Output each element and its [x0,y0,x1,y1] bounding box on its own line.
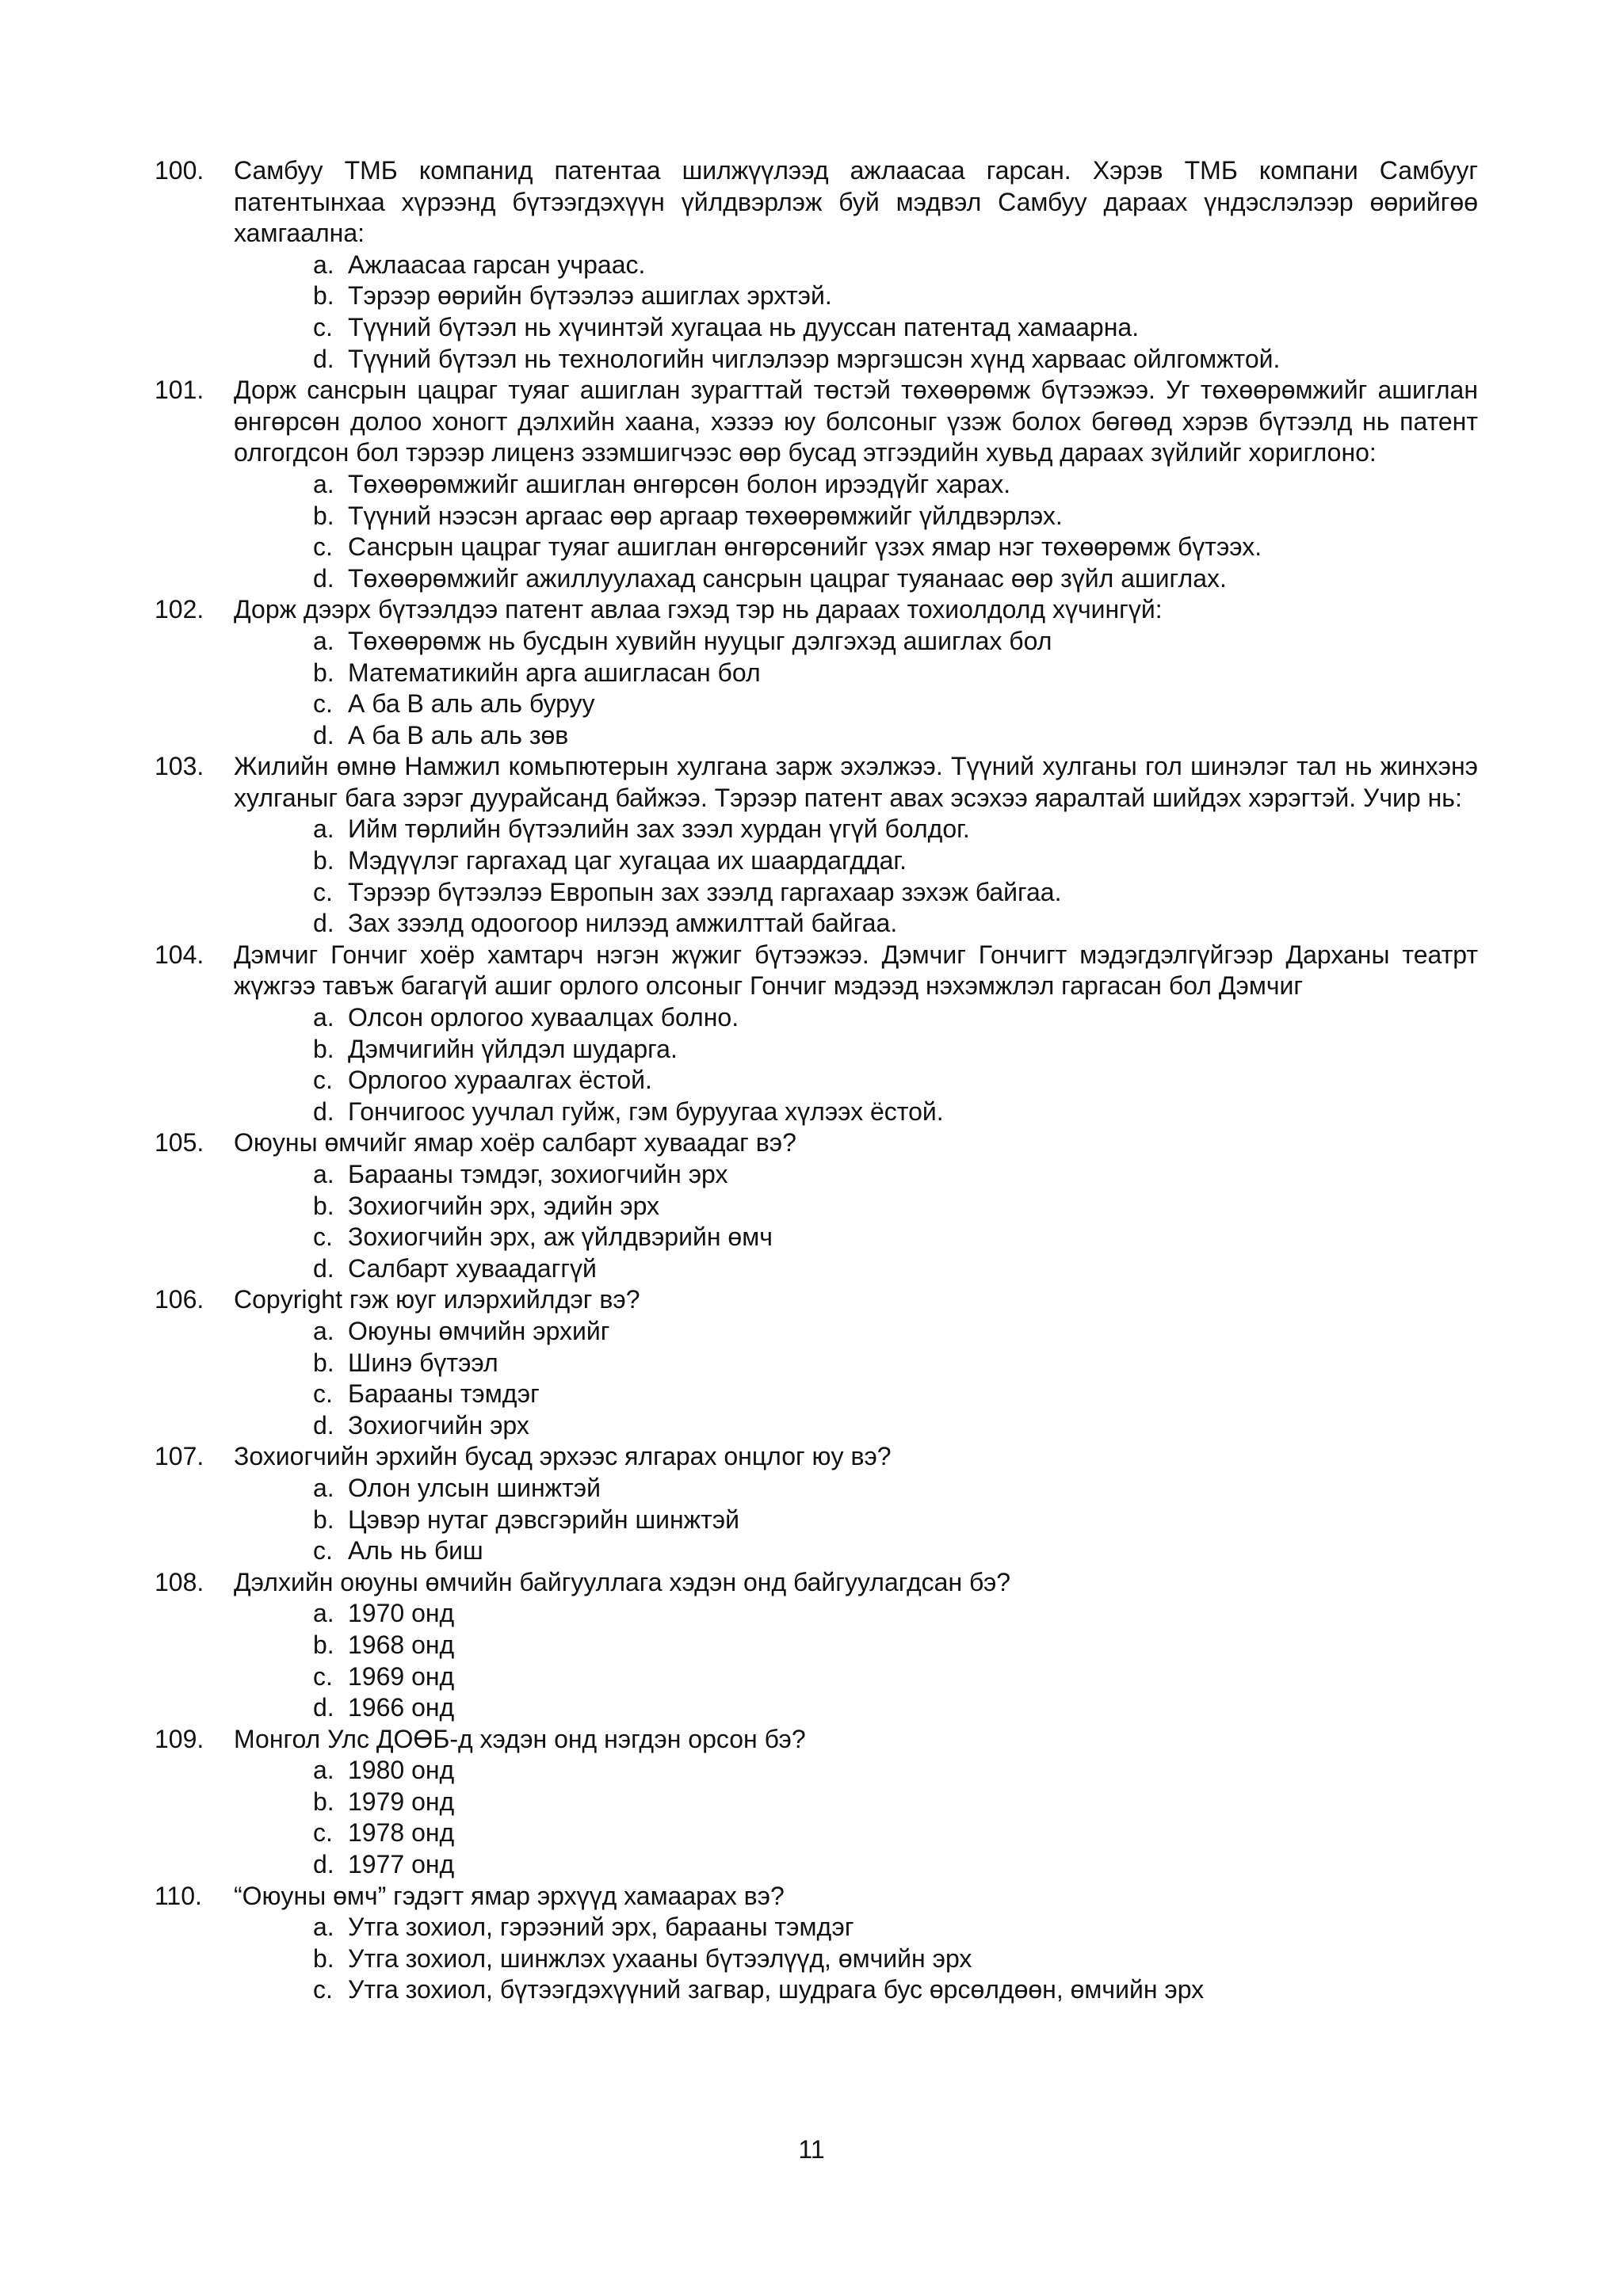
option-text: Гончигоос уучлал гуйж, гэм буруугаа хүлээх ёстой. [348,1097,944,1126]
option-text: Дэмчигийн үйлдэл шударга. [348,1034,678,1063]
option-text: Утга зохиол, гэрээний эрх, барааны тэмдэг [348,1913,854,1942]
option-letter: a. [313,1913,334,1942]
question-text: “Оюуны өмч” гэдэгт ямар эрхүүд хамаарах вэ? [234,1881,785,1910]
option-text: Утга зохиол, шинжлэх ухааны бүтээлүүд, өмчийн эрх [348,1943,972,1973]
answer-options [155,1002,1478,1127]
question-text: Оюуны өмчийг ямар хоёр салбарт хуваадаг вэ? [234,1128,796,1158]
option-text: Зах зээлд одоогоор нилээд амжилттай байгаа. [348,909,898,938]
option-letter: b. [313,501,334,530]
option-text: Барааны тэмдэг [348,1379,540,1409]
option-letter: d. [313,1097,334,1126]
option-text: 1980 онд [348,1756,455,1785]
answer-option [155,1661,1478,1693]
option-text: Сансрын цацраг туяаг ашиглан өнгөрсөнийг үзэх ямар нэг төхөөрөмж бүтээх. [348,532,1262,562]
option-letter: a. [313,1599,334,1628]
question-text: Дэмчиг Гончиг хоёр хамтарч нэгэн жүжиг бүтээжээ. Дэмчиг Гончигт мэдэгдэлгүйгээр Дарханы театрт жүжгээ тавъж багагүй ашиг орлого олсоныг Гончиг мэдээд нэхэмжлэл гаргасан бол Дэмчиг [234,940,1478,1001]
answer-option [155,250,1478,281]
option-letter: c. [313,1661,333,1691]
answer-option [155,1065,1478,1097]
option-text: Мэдүүлэг гаргахад цаг хугацаа их шаардагддаг. [348,846,907,875]
option-text: Ийм төрлийн бүтээлийн зах зээл хурдан үгүй болдог. [348,814,970,844]
question-item [155,1567,1478,1724]
option-text: Төхөөрөмжийг ажиллуулахад сансрын цацраг туяанаас өөр зүйл ашиглах. [348,563,1227,593]
option-text: Аль нь биш [348,1536,483,1566]
answer-options [155,1912,1478,2006]
question-item [155,1284,1478,1441]
answer-option [155,1097,1478,1128]
answer-option [155,563,1478,595]
option-letter: b. [313,658,334,687]
answer-option [155,626,1478,658]
answer-option [155,1535,1478,1567]
question-item [155,940,1478,1128]
answer-option [155,845,1478,877]
answer-option [155,1974,1478,2006]
option-text: Шинэ бүтээл [348,1348,498,1377]
option-text: А ба В аль аль зөв [348,720,569,749]
option-letter: b. [313,1943,334,1973]
question-number: 103. [155,752,204,781]
option-letter: d. [313,1693,334,1722]
answer-option [155,658,1478,689]
option-text: Төхөөрөмж нь бусдын хувийн нууцыг дэлгэхэд ашиглах бол [348,626,1052,655]
option-text: Оюуны өмчийн эрхийг [348,1316,610,1345]
answer-option [155,1505,1478,1536]
question-list [155,155,1478,2006]
question-number: 101. [155,376,204,405]
answer-option [155,1849,1478,1881]
answer-option [155,688,1478,720]
option-text: Тэрээр бүтээлээ Европын зах зээлд гаргахаар зэхэж байгаа. [348,877,1062,906]
answer-option [155,280,1478,312]
answer-option [155,1222,1478,1253]
option-text: Утга зохиол, бүтээгдэхүүний загвар, шудрага бус өрсөлдөөн, өмчийн эрх [348,1975,1205,2004]
option-text: 1977 онд [348,1850,455,1879]
answer-option [155,1817,1478,1849]
answer-option [155,1912,1478,1943]
option-text: Ажлаасаа гарсан учраас. [348,250,646,279]
answer-options [155,814,1478,939]
option-letter: b. [313,1505,334,1534]
question-number: 108. [155,1567,204,1596]
option-letter: c. [313,1066,333,1095]
option-letter: b. [313,1787,334,1816]
answer-option [155,877,1478,909]
answer-option [155,469,1478,501]
answer-option [155,720,1478,752]
question-text: Дорж сансрын цацраг туяаг ашиглан зурагттай төстэй төхөөрөмж бүтээжээ. Уг төхөөрөмжийг ашиглан өнгөрсөн долоо хоногт дэлхийн хаана, хэзээ юу болсоныг үзэж болох бөгөөд хэрэв бүтээлд нь патент олгогдсон бол тэрээр лиценз эзэмшигчээс өөр бусад этгээдийн хувьд дараах зүйлийг хориглоно: [234,376,1478,467]
answer-options [155,1598,1478,1723]
answer-option [155,908,1478,940]
answer-option [155,1943,1478,1975]
option-letter: c. [313,1536,333,1566]
option-text: 1978 онд [348,1818,455,1848]
option-text: Төхөөрөмжийг ашиглан өнгөрсөн болон ирээдүйг харах. [348,469,1011,498]
answer-options [155,469,1478,594]
option-text: Зохиогчийн эрх, эдийн эрх [348,1191,660,1220]
question-text: Жилийн өмнө Намжил комьпютерын хулгана зарж эхэлжээ. Түүний хулганы гол шинэлэг тал нь жинхэнэ хулганыг бага зэрэг дуурайсанд байжээ. Тэрээр патент авах эсэхээ яаралтай шийдэх хэрэгтэй. Учир нь: [234,752,1478,812]
answer-option [155,1348,1478,1379]
answer-options [155,1316,1478,1441]
option-letter: a. [313,1160,334,1188]
question-text: Дэлхийн оюуны өмчийн байгууллага хэдэн онд байгуулагдсан бэ? [234,1567,1011,1596]
option-text: Түүний бүтээл нь хүчинтэй хугацаа нь дууссан патентад хамаарна. [348,312,1140,341]
answer-option [155,1692,1478,1724]
question-text: Самбуу ТМБ компанид патентаа шилжүүлээд ажлаасаа гарсан. Хэрэв ТМБ компани Самбууг патентынхаа хүрээнд бүтээгдэхүүн үйлдвэрлэж буй мэдвэл Самбуу дараах үндэслэлээр өөрийгөө хамгаална: [234,156,1478,248]
option-letter: a. [313,469,334,498]
answer-option [155,1379,1478,1410]
question-number: 102. [155,595,204,624]
answer-option [155,1410,1478,1442]
answer-option [155,1034,1478,1066]
question-item [155,1441,1478,1566]
option-text: 1968 онд [348,1630,455,1659]
option-letter: c. [313,689,333,719]
option-letter: b. [313,1630,334,1659]
option-text: Олон улсын шинжтэй [348,1473,601,1502]
answer-option [155,312,1478,344]
option-text: Олсон орлогоо хуваалцах болно. [348,1003,739,1032]
option-letter: d. [313,344,334,373]
question-item [155,1724,1478,1881]
option-letter: d. [313,720,334,749]
option-letter: c. [313,1379,333,1409]
question-item [155,155,1478,375]
option-letter: a. [313,1316,334,1345]
answer-option [155,1253,1478,1285]
option-letter: b. [313,1034,334,1063]
option-letter: d. [313,563,334,593]
question-item [155,594,1478,751]
answer-option [155,1630,1478,1661]
question-number: 109. [155,1724,204,1753]
answer-option [155,1755,1478,1787]
option-letter: c. [313,1818,333,1848]
option-letter: d. [313,1850,334,1879]
answer-option [155,1473,1478,1505]
option-text: 1969 онд [348,1661,455,1691]
option-letter: d. [313,1253,334,1283]
option-letter: a. [313,250,334,279]
option-text: Зохиогчийн эрх, аж үйлдвэрийн өмч [348,1222,773,1252]
answer-option [155,501,1478,532]
option-text: 1979 онд [348,1787,455,1816]
answer-option [155,1191,1478,1222]
answer-option [155,1787,1478,1818]
question-number: 107. [155,1442,204,1471]
question-number: 100. [155,156,204,185]
question-number: 105. [155,1128,204,1158]
question-text: Зохиогчийн эрхийн бусад эрхээс ялгарах онцлог юу вэ? [234,1442,892,1471]
option-letter: c. [313,312,333,341]
option-letter: c. [313,1222,333,1252]
answer-option [155,814,1478,845]
option-letter: a. [313,1473,334,1502]
question-item [155,1127,1478,1284]
option-text: Түүний бүтээл нь технологийн чиглэлээр мэргэшсэн хүнд харваас ойлгомжтой. [348,344,1281,373]
option-letter: b. [313,1191,334,1220]
answer-option [155,1002,1478,1034]
answer-options [155,1159,1478,1284]
question-number: 106. [155,1285,204,1314]
option-text: Зохиогчийн эрх [348,1410,529,1440]
option-text: Тэрээр өөрийн бүтээлээ ашиглах эрхтэй. [348,281,832,311]
option-text: А ба В аль аль буруу [348,689,595,719]
question-number: 104. [155,940,204,969]
option-letter: b. [313,846,334,875]
option-text: Орлогоо хураалгах ёстой. [348,1066,652,1095]
answer-options [155,626,1478,751]
answer-option [155,1316,1478,1348]
option-letter: c. [313,877,333,906]
question-text: Монгол Улс ДОӨБ-д хэдэн онд нэгдэн орсон бэ? [234,1724,806,1753]
option-letter: c. [313,532,333,562]
question-item [155,1881,1478,2006]
answer-option [155,532,1478,563]
option-letter: b. [313,281,334,311]
option-text: Барааны тэмдэг, зохиогчийн эрх [348,1160,728,1188]
question-item [155,751,1478,940]
option-letter: b. [313,1348,334,1377]
answer-option [155,1598,1478,1630]
answer-option [155,344,1478,376]
option-text: Математикийн арга ашигласан бол [348,658,761,687]
option-letter: a. [313,1003,334,1032]
question-text: Copyright гэж юуг илэрхийлдэг вэ? [234,1285,640,1314]
option-text: Цэвэр нутаг дэвсгэрийн шинжтэй [348,1505,739,1534]
option-letter: d. [313,909,334,938]
answer-options [155,250,1478,375]
answer-options [155,1755,1478,1880]
option-letter: a. [313,626,334,655]
option-text: 1970 онд [348,1599,455,1628]
option-text: 1966 онд [348,1693,455,1722]
answer-option [155,1159,1478,1191]
question-text: Дорж дээрх бүтээлдээ патент авлаа гэхэд тэр нь дараах тохиолдолд хүчингүй: [234,595,1163,624]
option-letter: a. [313,814,334,844]
option-letter: a. [313,1756,334,1785]
option-text: Түүний нээсэн аргаас өөр аргаар төхөөрөмжийг үйлдвэрлэх. [348,501,1063,530]
option-letter: d. [313,1410,334,1440]
option-text: Салбарт хуваадаггүй [348,1253,597,1283]
option-letter: c. [313,1975,333,2004]
question-item [155,375,1478,594]
answer-options [155,1473,1478,1567]
page-number: 11 [798,2135,825,2164]
question-number: 110. [155,1881,202,1910]
